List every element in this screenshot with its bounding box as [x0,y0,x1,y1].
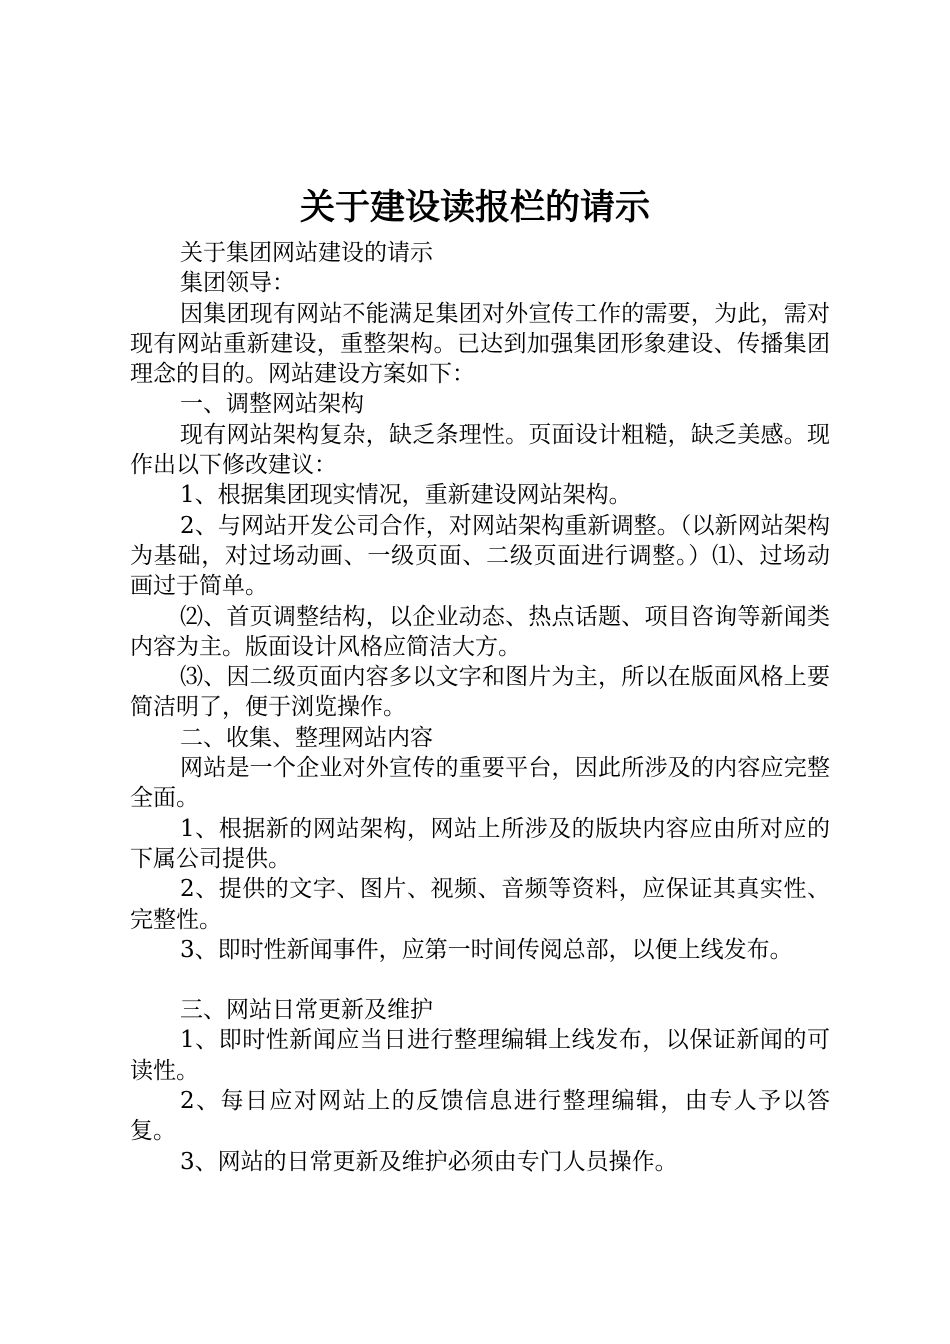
section-heading-3: 三、网站日常更新及维护 [180,997,433,1024]
list-item: ⑵、首页调整结构，以企业动态、热点话题、项目咨询等新闻类内容为主。版面设计风格应简洁大方。 [130,603,830,660]
list-item: 3、即时性新闻事件，应第一时间传阅总部，以便上线发布。 [180,936,793,963]
paragraph: 现有网站架构复杂，缺乏条理性。页面设计粗糙，缺乏美感。现作出以下修改建议： [130,421,830,479]
list-item: ⑶、因二级页面内容多以文字和图片为主，所以在版面风格上要简洁明了，便于浏览操作。 [130,664,830,721]
list-item: 1、根据新的网站架构，网站上所涉及的版块内容应由所对应的下属公司提供。 [130,815,830,872]
list-item: 3、网站的日常更新及维护必须由专门人员操作。 [180,1148,678,1175]
paragraph-subject: 关于集团网站建设的请示 [180,240,433,266]
paragraph: 网站是一个企业对外宣传的重要平台，因此所涉及的内容应完整全面。 [130,755,830,812]
paragraph-salutation: 集团领导： [180,270,295,297]
list-item: 2、与网站开发公司合作，对网站架构重新调整。（以新网站架构为基础，对过场动画、一级页面、二级页面进行调整。）⑴、过场动画过于简单。 [130,512,830,600]
list-item: 2、每日应对网站上的反馈信息进行整理编辑，由专人予以答复。 [130,1088,830,1145]
document-body [130,238,830,1177]
section-heading-2: 二、收集、整理网站内容 [180,724,433,751]
list-item: 2、提供的文字、图片、视频、音频等资料，应保证其真实性、完整性。 [130,876,830,933]
section-heading-1: 一、调整网站架构 [180,391,364,418]
document-title: 关于建设读报栏的请示 [299,187,650,228]
paragraph-intro: 因集团现有网站不能满足集团对外宣传工作的需要，为此，需对现有网站重新建设，重整架构。已达到加强集团形象建设、传播集团理念的目的。网站建设方案如下： [130,300,830,388]
list-item: 1、根据集团现实情况，重新建设网站架构。 [180,482,632,509]
list-item: 1、即时性新闻应当日进行整理编辑上线发布，以保证新闻的可读性。 [130,1027,830,1084]
